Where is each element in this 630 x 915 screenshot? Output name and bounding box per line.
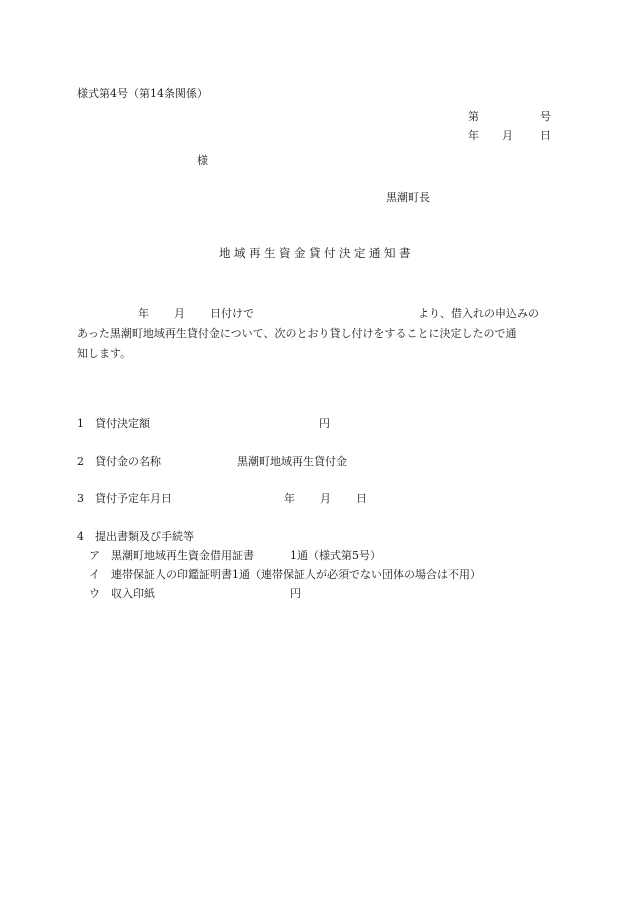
doc-number-suffix: 号	[540, 110, 551, 123]
item-4-sub-a-label: ア 黒潮町地域再生資金借用証書	[89, 549, 254, 562]
item-3-day: 日	[356, 492, 367, 505]
body-line-3: 知します。	[77, 347, 132, 360]
body-paragraph	[77, 300, 553, 360]
body-dated: 日付けで	[210, 307, 254, 320]
item-2-label: 2 貸付金の名称	[77, 455, 161, 468]
document-title: 地域再生資金貸付決定通知書	[219, 246, 414, 260]
item-4-sub-i: イ 連帯保証人の印鑑証明書1通（連帯保証人が必須でない団体の場合は不用）	[89, 568, 481, 581]
body-year: 年	[138, 307, 149, 320]
body-line-1	[77, 300, 553, 320]
item-3-year: 年	[284, 492, 295, 505]
item-1-label: 1 貸付決定額	[77, 417, 150, 430]
addressee-suffix: 様	[197, 154, 208, 167]
item-1-unit: 円	[319, 417, 330, 430]
item-4-sub-a-value: 1通（様式第5号）	[290, 549, 381, 562]
item-4-label: 4 提出書類及び手続等	[77, 530, 194, 543]
item-2-value: 黒潮町地域再生貸付金	[237, 455, 347, 468]
body-line1-rest: より、借入れの申込みの	[418, 307, 539, 320]
item-4-sub-u-unit: 円	[290, 587, 301, 600]
date-month: 月	[502, 129, 513, 142]
date-year: 年	[468, 129, 479, 142]
form-number: 様式第4号（第14条関係）	[77, 87, 208, 100]
doc-number-prefix: 第	[468, 110, 479, 123]
body-month: 月	[174, 307, 185, 320]
item-3-label: 3 貸付予定年月日	[77, 492, 172, 505]
item-4-sub-u-label: ウ 収入印紙	[89, 587, 155, 600]
body-line-2: あった黒潮町地域再生貸付金について、次のとおり貸し付けをすることに決定したので通	[77, 327, 517, 340]
date-day: 日	[540, 129, 551, 142]
issuer: 黒潮町長	[386, 191, 430, 204]
item-3-month: 月	[320, 492, 331, 505]
